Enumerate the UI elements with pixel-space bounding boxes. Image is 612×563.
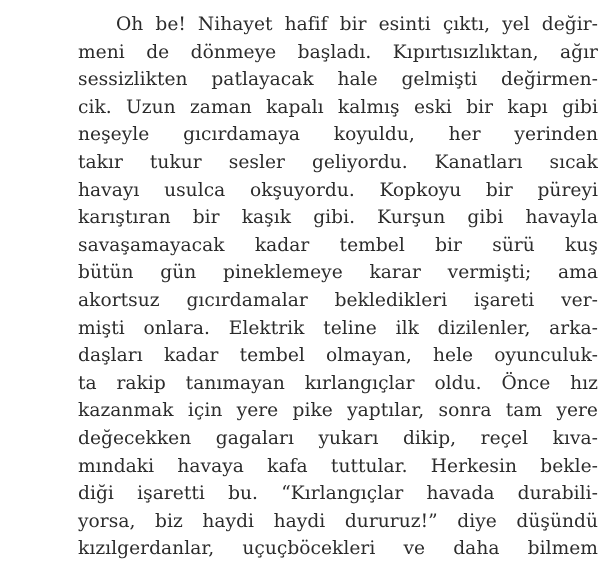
- paragraph-line: meni de dönmeye başladı. Kıpırtısızlıktan, ağır: [78, 41, 598, 63]
- paragraph-line: cik. Uzun zaman kapalı kalmış eski bir kapı gibi: [78, 96, 598, 118]
- paragraph-line: akortsuz gıcırdamalar bekledikleri işareti ver-: [78, 289, 598, 311]
- paragraph-line: diği işaretti bu. “Kırlangıçlar havada durabili-: [78, 483, 598, 505]
- paragraph-line: sessizlikten patlayacak hale gelmişti değirmen-: [78, 69, 598, 91]
- paragraph-line: neşeyle gıcırdamaya koyuldu, her yerinden: [78, 124, 598, 146]
- paragraph-line: havayı usulca okşuyordu. Kopkoyu bir püreyi: [78, 179, 598, 201]
- paragraph-line: mişti onlara. Elektrik teline ilk dizilenler, arka-: [78, 317, 598, 339]
- paragraph-line: yorsa, biz haydi haydi dururuz!” diye düşündü: [78, 510, 598, 532]
- paragraph-line: mındaki havaya kafa tuttular. Herkesin bekle-: [78, 455, 598, 477]
- paragraph-line: takır tukur sesler geliyordu. Kanatları sıcak: [78, 151, 598, 173]
- paragraph-line: kızılgerdanlar, uçuçböcekleri ve daha bilmem: [78, 538, 598, 560]
- paragraph-line: daşları kadar tembel olmayan, hele oyunculuk-: [78, 345, 598, 367]
- paragraph-line: Oh be! Nihayet hafif bir esinti çıktı, yel değir-: [116, 14, 598, 35]
- paragraph-line: savaşamayacak kadar tembel bir sürü kuş: [78, 234, 598, 256]
- paragraph-line: değecekken gagaları yukarı dikip, reçel kıva-: [78, 427, 598, 449]
- paragraph-line: karıştıran bir kaşık gibi. Kurşun gibi havayla: [78, 207, 598, 229]
- paragraph-line: bütün gün pineklemeye karar vermişti; ama: [78, 262, 598, 284]
- paragraph: [78, 11, 598, 563]
- paragraph-line: ta rakip tanımayan kırlangıçlar oldu. Önce hız: [78, 372, 598, 394]
- paragraph-line: kazanmak için yere pike yaptılar, sonra tam yere: [78, 400, 598, 422]
